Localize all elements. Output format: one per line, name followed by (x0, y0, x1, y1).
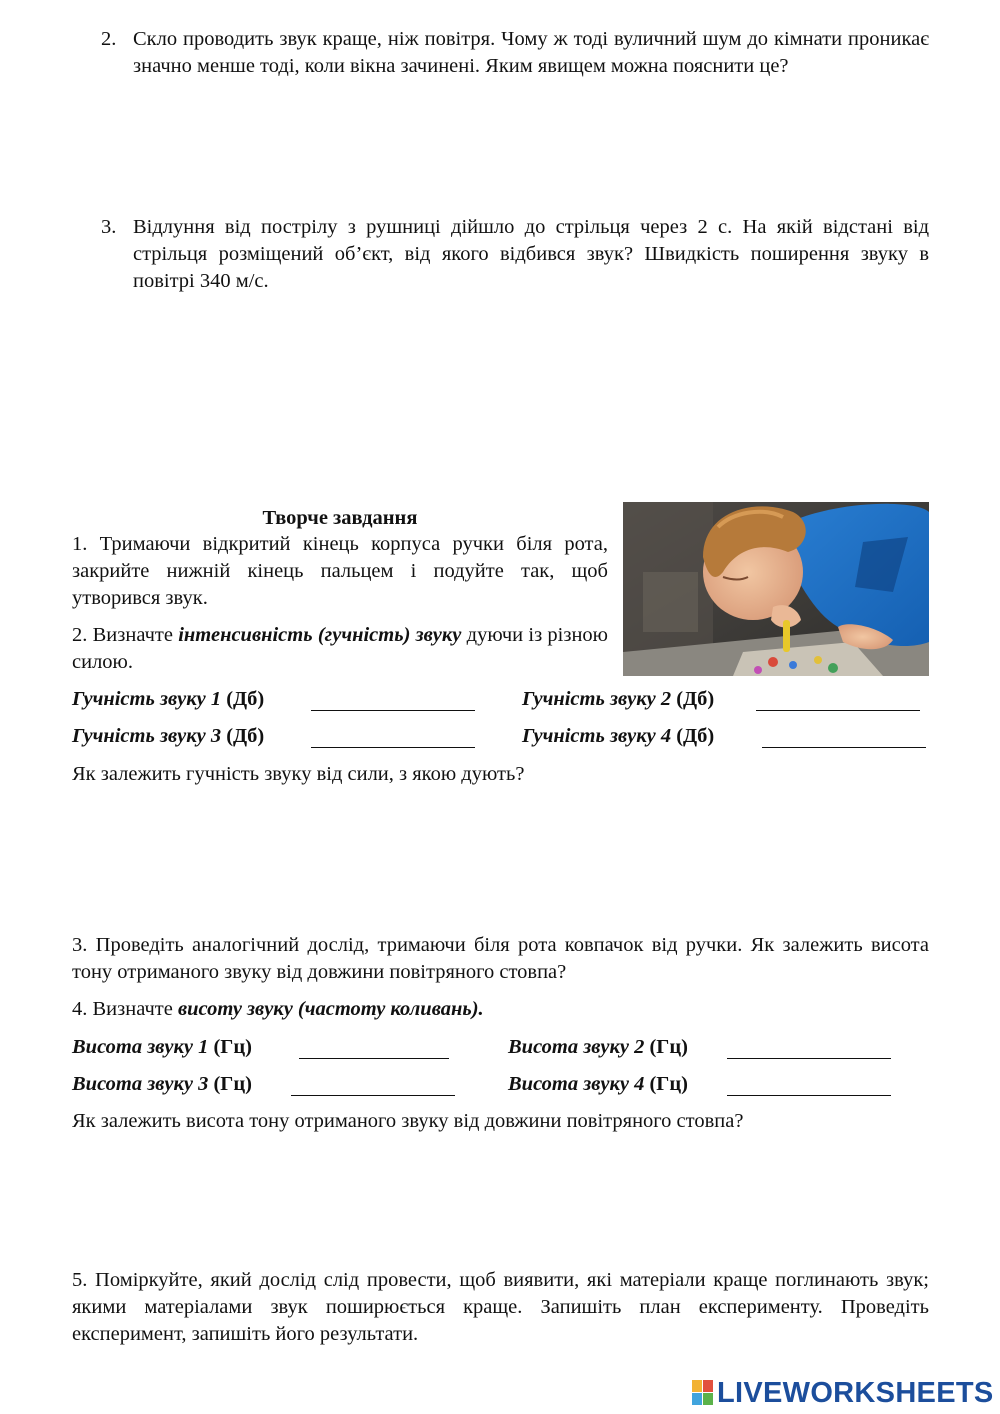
loudness-1 (72, 686, 264, 713)
loudness-question: Як залежить гучність звуку від сили, з якою дують? (72, 763, 525, 785)
measure-label: Гучність звуку 2 (522, 688, 672, 710)
experiment-photo (623, 502, 929, 676)
measure-unit: (Дб) (676, 688, 715, 710)
measure-label: Гучність звуку 1 (72, 688, 222, 710)
measure-unit: (Дб) (676, 725, 715, 747)
question-number: 3. (101, 216, 117, 238)
pitch-2 (508, 1034, 688, 1061)
loudness-2 (522, 686, 714, 713)
question-text: Відлуння від пострілу з рушниці дійшло до стрільця через 2 с. На якій відстані від стрільця розміщений об’єкт, від якого відбився звук? Швидкість поширення звуку в повітрі 340 м/с. (133, 216, 929, 292)
measure-label: Висота звуку 1 (72, 1036, 209, 1058)
task-4-before: 4. Визначте (72, 998, 178, 1020)
task-4 (72, 996, 929, 1023)
measure-label: Гучність звуку 4 (522, 725, 672, 747)
measure-unit: (Гц) (213, 1036, 252, 1058)
task-2 (72, 622, 608, 676)
measure-label: Висота звуку 4 (508, 1073, 645, 1095)
task-5: 5. Поміркуйте, який дослід слід провести, щоб виявити, які матеріали краще поглинають звук; якими матеріалами звук поширюється краще. Запишіть план експерименту. Проведіть експеримент, запишіть його результати. (72, 1269, 929, 1345)
liveworksheets-logo (692, 1378, 994, 1408)
measure-unit: (Гц) (649, 1073, 688, 1095)
pitch-1 (72, 1034, 252, 1061)
logo-text: LIVEWORKSHEETS (717, 1377, 994, 1409)
task-2-after: дуючи із різною силою. (72, 624, 608, 673)
question-3 (101, 214, 929, 295)
answer-line[interactable] (311, 727, 475, 748)
pitch-3 (72, 1071, 252, 1098)
answer-line[interactable] (762, 727, 926, 748)
loudness-4 (522, 723, 714, 750)
answer-line[interactable] (291, 1075, 455, 1096)
answer-line[interactable] (756, 690, 920, 711)
section-title: Творче завдання (262, 507, 418, 529)
answer-line[interactable] (311, 690, 475, 711)
task-2-emphasis: інтенсивність (гучність) звуку (178, 624, 462, 646)
task-4-emphasis: висоту звуку (частоту коливань). (177, 998, 484, 1020)
pitch-4 (508, 1071, 688, 1098)
measure-unit: (Дб) (226, 688, 265, 710)
question-number: 2. (101, 28, 117, 50)
measure-unit: (Дб) (226, 725, 265, 747)
measure-label: Висота звуку 3 (72, 1073, 209, 1095)
measure-unit: (Гц) (649, 1036, 688, 1058)
measure-label: Висота звуку 2 (508, 1036, 645, 1058)
measure-unit: (Гц) (213, 1073, 252, 1095)
task-2-before: 2. Визначте (72, 624, 179, 646)
pitch-question: Як залежить висота тону отриманого звуку від довжини повітряного стовпа? (72, 1110, 744, 1132)
task-1: 1. Тримаючи відкритий кінець корпуса ручки біля рота, закрийте нижній кінець пальцем і подуйте так, щоб утворився звук. (72, 533, 608, 609)
question-2 (101, 26, 929, 80)
task-3: 3. Проведіть аналогічний дослід, тримаючи біля рота ковпачок від ручки. Як залежить висота тону отриманого звуку від довжини повітряного стовпа? (72, 934, 929, 983)
loudness-3 (72, 723, 264, 750)
answer-line[interactable] (727, 1038, 891, 1059)
answer-line[interactable] (299, 1038, 449, 1059)
question-text: Скло проводить звук краще, ніж повітря. Чому ж тоді вуличний шум до кімнати проникає значно менше тоді, коли вікна зачинені. Яким явищем можна пояснити це? (133, 28, 929, 77)
answer-line[interactable] (727, 1075, 891, 1096)
measure-label: Гучність звуку 3 (72, 725, 222, 747)
logo-mark-icon (692, 1380, 714, 1406)
